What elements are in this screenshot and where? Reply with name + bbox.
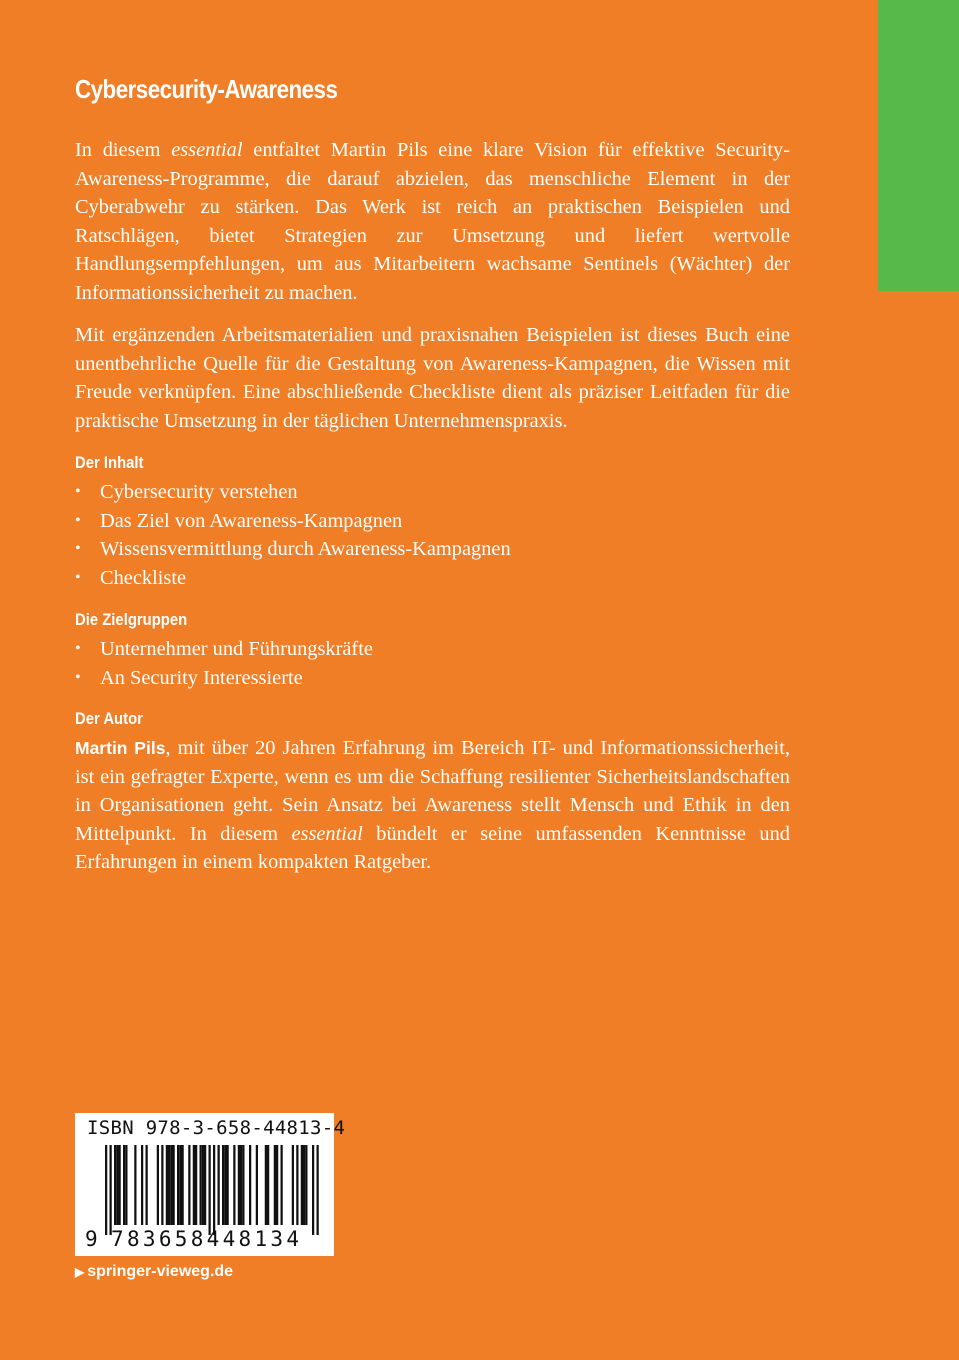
barcode-bar (276, 1145, 278, 1225)
list-item (75, 478, 511, 507)
barcode-bar (173, 1145, 175, 1225)
barcode-bar (170, 1145, 172, 1225)
isbn-barcode (75, 1113, 346, 1256)
author-text-start: , mit über 20 Jahren Erfahrung im Bereich IT- und Informationssicherheit, ist ein gefragter Experte, wenn es um die Schaffung resilienter Sicherheitslandschaften in Organisationen geht. Sein Ansatz bei Awareness stellt Mensch und Ethik in den Mittelpunkt. In diesem (75, 737, 790, 845)
list-item-text: An Security Interessierte (100, 666, 303, 689)
barcode-bar (218, 1145, 220, 1225)
list-item (75, 564, 511, 593)
barcode-bar (200, 1145, 202, 1225)
list-item-text: Cybersecurity verstehen (100, 481, 298, 503)
intro-text-start: In diesem (75, 139, 172, 161)
barcode-bar (209, 1145, 211, 1235)
inhalt-heading: Der Inhalt (75, 454, 144, 472)
publisher-url: springer-vieweg.de (87, 1263, 234, 1280)
inhalt-list (75, 478, 511, 592)
bullet-icon: • (75, 483, 81, 500)
barcode-bar (119, 1145, 121, 1225)
barcode-bar (193, 1145, 195, 1225)
barcode-bar (114, 1145, 116, 1225)
barcode-bar (157, 1145, 159, 1225)
barcode-bar (179, 1145, 181, 1225)
book-title: Cybersecurity-Awareness (75, 74, 338, 104)
barcode-bar (204, 1145, 206, 1225)
barcode-bar (240, 1145, 242, 1225)
barcode-bar (227, 1145, 229, 1225)
barcode-bar (303, 1145, 305, 1225)
barcode-bar (110, 1145, 112, 1235)
barcode-bar (233, 1145, 235, 1225)
barcode-bar (312, 1145, 314, 1235)
barcode-bar (202, 1145, 204, 1225)
list-item-text: Das Ziel von Awareness-Kampagnen (100, 509, 403, 532)
second-paragraph: Mit ergänzenden Arbeitsmaterialien und praxisnahen Beispielen ist dieses Buch eine unentbehrliche Quelle für die Gestaltung von Awareness-Kampagnen, die Wissen mit Freude verknüpfen. Eine abschließende Checkliste dient als präziser Leitfaden für die praktische Umsetzung in der täglichen Unternehmenspraxis. (75, 324, 790, 432)
list-item (75, 507, 511, 536)
barcode-bar (182, 1145, 184, 1225)
barcode-bar (141, 1145, 143, 1225)
barcode-bar (134, 1145, 136, 1225)
bullet-icon: • (75, 511, 81, 529)
barcode-bar (116, 1145, 118, 1225)
list-item (75, 664, 373, 693)
barcode-bar (249, 1145, 251, 1225)
barcode-bar (281, 1145, 283, 1225)
list-item-text: Unternehmer und Führungskräfte (100, 638, 373, 660)
barcode-bar (222, 1145, 224, 1225)
barcode-bar (256, 1145, 258, 1225)
author-name: Martin Pils (75, 738, 166, 758)
barcode-bar (317, 1145, 319, 1235)
intro-paragraph (75, 136, 790, 308)
barcode-bar (213, 1145, 215, 1235)
barcode-bar (242, 1145, 244, 1225)
bullet-icon: • (75, 568, 81, 586)
green-corner-tab (878, 0, 959, 291)
barcode-bar (146, 1145, 148, 1225)
triangle-right-icon: ▶ (75, 1265, 85, 1279)
ean-first-digit: 9 (85, 1227, 98, 1251)
bullet-icon: • (75, 640, 81, 657)
isbn-label: ISBN 978-3-658-44813-4 (87, 1117, 346, 1139)
barcode-bar (267, 1145, 269, 1225)
barcode-bar (305, 1145, 307, 1225)
barcode-bar (166, 1145, 168, 1225)
bullet-icon: • (75, 668, 81, 686)
autor-heading: Der Autor (75, 710, 143, 728)
barcode-bar (224, 1145, 226, 1225)
barcode-bar (123, 1145, 125, 1225)
author-essential-italic: essential (291, 822, 363, 845)
barcode-bar (188, 1145, 190, 1225)
publisher-link[interactable] (75, 1263, 233, 1281)
author-paragraph (75, 734, 790, 877)
list-item-text: Wissensvermittlung durch Awareness-Kampagnen (100, 538, 511, 561)
bullet-icon: • (75, 540, 81, 558)
ean-digits: 783658448134 (111, 1227, 303, 1251)
zielgruppen-heading: Die Zielgruppen (75, 611, 188, 629)
intro-text-end: entfaltet Martin Pils eine klare Vision für effektive Security-Awareness-Programme, die darauf abzielen, das menschliche Element in der Cyberabwehr zu stärken. Das Werk ist reich an praktischen Beispielen und Ratschlägen, bietet Strategien zur Umsetzung und liefert wertvolle Handlungsempfehlungen, um aus Mitarbeitern wachsame Sentinels (Wächter) der Informationssicherheit zu machen. (75, 139, 790, 304)
barcode-bar (105, 1145, 107, 1235)
list-item-text: Checkliste (100, 566, 187, 589)
barcode-bar (238, 1145, 240, 1225)
barcode-bar (265, 1145, 267, 1225)
barcode-bar (168, 1145, 170, 1225)
barcode-bar (195, 1145, 197, 1225)
barcode-bar (292, 1145, 294, 1225)
barcode-bar (177, 1145, 179, 1225)
barcode-bar (161, 1145, 163, 1225)
barcode-bar (296, 1145, 298, 1225)
zielgruppen-list (75, 635, 373, 692)
list-item (75, 635, 373, 664)
author-text-end: bündelt er seine umfassenden Kenntnisse und Erfahrungen in einem kompakten Ratgeber. (75, 822, 791, 874)
barcode-bar (301, 1145, 303, 1225)
barcode-bar (125, 1145, 127, 1225)
barcode-bar (274, 1145, 276, 1225)
intro-essential-italic: essential (171, 139, 243, 161)
list-item (75, 535, 511, 564)
